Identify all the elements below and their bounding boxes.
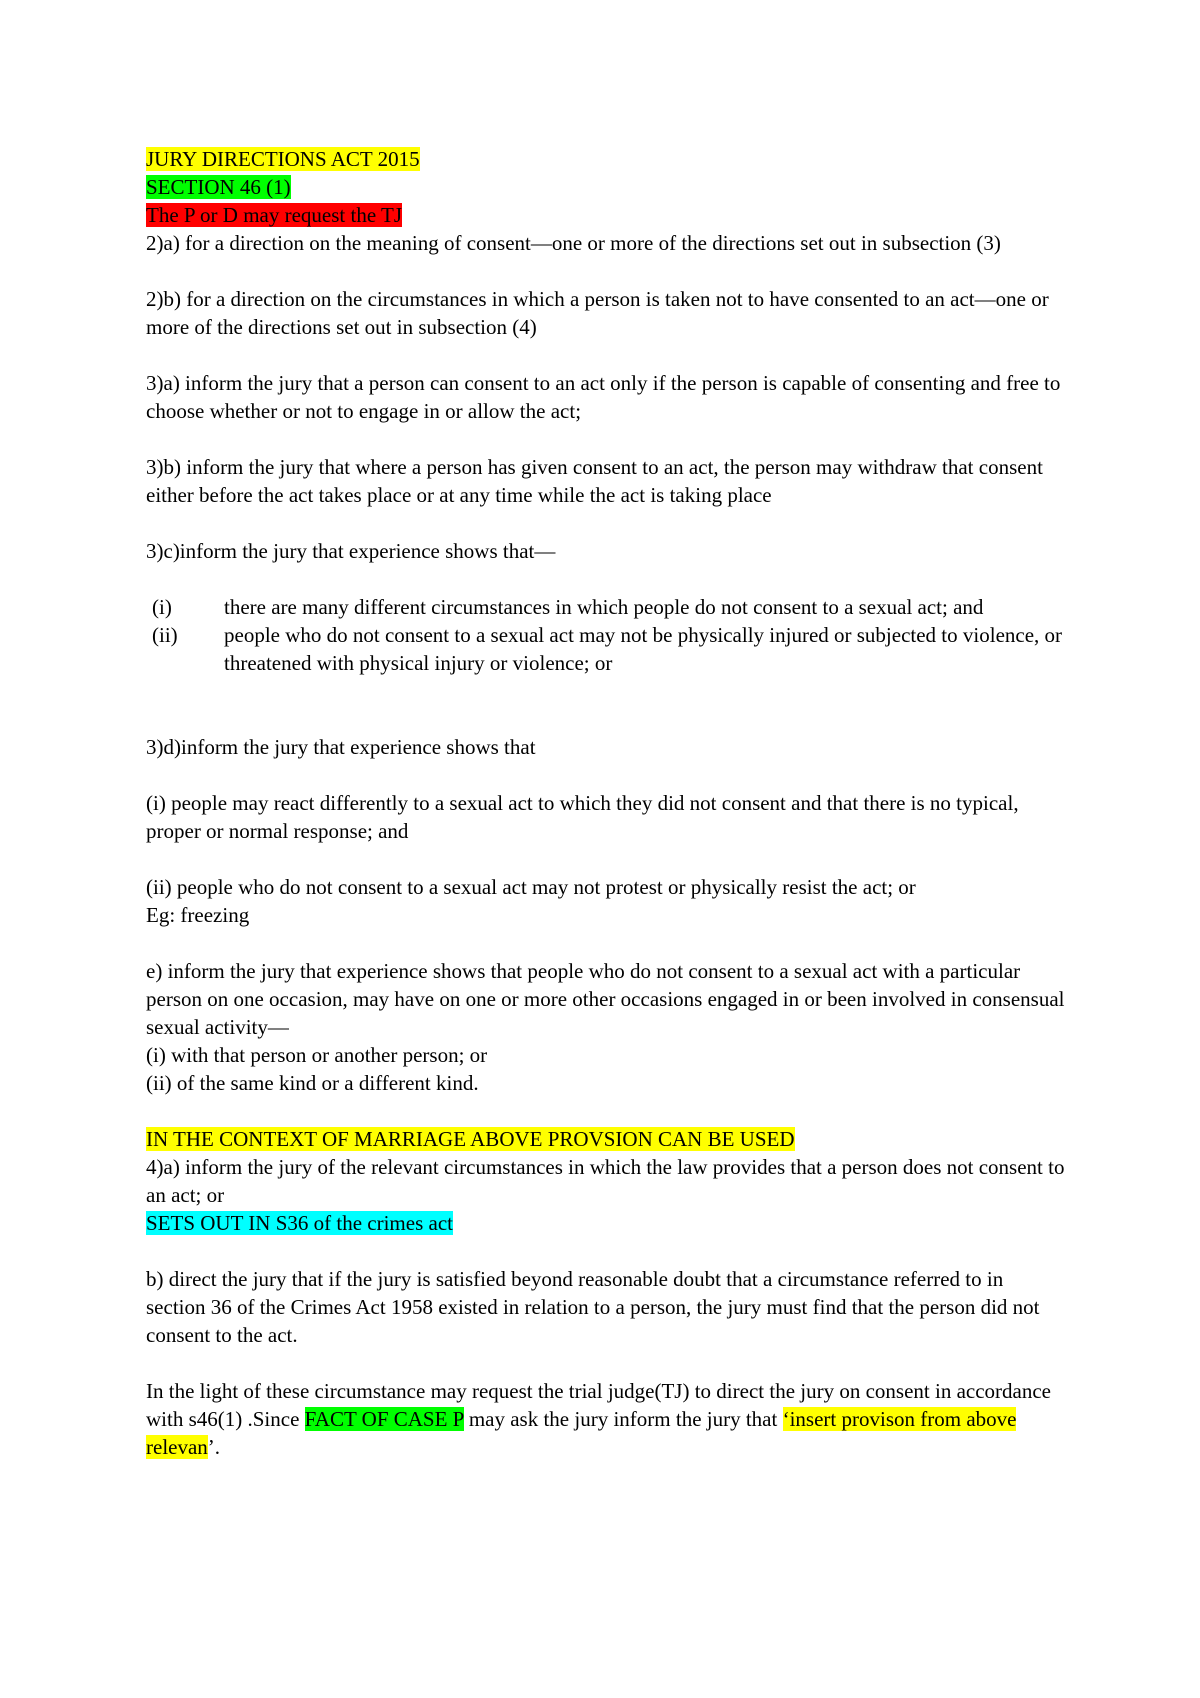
para-3d-ii: (ii) people who do not consent to a sexual act may not protest or physically resist the act; or (146, 875, 916, 899)
insert-provision: ‘insert provison from above (782, 1407, 1017, 1431)
para-2b: 2)b) for a direction on the circumstances in which a person is taken not to have consented to an act—one or more of the directions set out in subsection (4) (146, 287, 1049, 339)
final-end: ’. (207, 1435, 221, 1459)
s36-note (146, 1209, 1066, 1237)
final-part1: In the light of these circumstance may request the trial judge(TJ) to direct the jury on consent in accordance with s46(1) .Since (146, 1379, 1051, 1431)
para-4a: 4)a) inform the jury of the relevant circumstances in which the law provides that a person does not consent to an act; or (146, 1155, 1065, 1207)
para-3d-example: Eg: freezing (146, 903, 250, 927)
list-item-text: people who do not consent to a sexual act may not be physically injured or subjected to violence, or threatened with physical injury or violence; or (224, 623, 1063, 675)
request-text: The P or D may request the TJ (146, 203, 403, 227)
request-line (146, 201, 1066, 229)
para-2a: 2)a) for a direction on the meaning of consent—one or more of the directions set out in subsection (3) (146, 231, 1001, 255)
final-paragraph (146, 1377, 1066, 1461)
para-3d: 3)d)inform the jury that experience shows that (146, 735, 536, 759)
list-item-number: (i) (152, 595, 172, 619)
para-3c: 3)c)inform the jury that experience shows that— (146, 539, 556, 563)
s36-note-text: SETS OUT IN S36 of the crimes act (146, 1211, 453, 1235)
list-item (146, 593, 1066, 621)
fact-of-case: FACT OF CASE P (304, 1407, 464, 1431)
document-body (146, 145, 1066, 1461)
marriage-heading-text: IN THE CONTEXT OF MARRIAGE ABOVE PROVSION CAN BE USED (146, 1127, 795, 1151)
title (146, 145, 1066, 173)
list-item-number: (ii) (152, 623, 178, 647)
para-e: e) inform the jury that experience shows that people who do not consent to a sexual act with a particular person on one occasion, may have on one or more other occasions engaged in or been involved in consensual sexual activity— (146, 959, 1065, 1039)
para-3d-i: (i) people may react differently to a sexual act to which they did not consent and that there is no typical, proper or normal response; and (146, 791, 1019, 843)
section-heading (146, 173, 1066, 201)
para-e-ii: (ii) of the same kind or a different kind. (146, 1071, 479, 1095)
relevan-text: relevan (146, 1435, 208, 1459)
section-text: SECTION 46 (1) (146, 175, 291, 199)
final-part2: may ask the jury inform the jury that (463, 1407, 783, 1431)
list-item (146, 621, 1066, 677)
para-3b: 3)b) inform the jury that where a person has given consent to an act, the person may withdraw that consent either before the act takes place or at any time while the act is taking place (146, 455, 1043, 507)
para-e-i: (i) with that person or another person; or (146, 1043, 488, 1067)
list-3c (146, 593, 1066, 677)
title-text: JURY DIRECTIONS ACT 2015 (146, 147, 420, 171)
para-b: b) direct the jury that if the jury is satisfied beyond reasonable doubt that a circumstance referred to in section 36 of the Crimes Act 1958 existed in relation to a person, the jury must find that the person did not consent to the act. (146, 1267, 1040, 1347)
list-item-text: there are many different circumstances in which people do not consent to a sexual act; and (224, 595, 984, 619)
para-3a: 3)a) inform the jury that a person can consent to an act only if the person is capable of consenting and free to choose whether or not to engage in or allow the act; (146, 371, 1061, 423)
marriage-heading (146, 1125, 1066, 1153)
